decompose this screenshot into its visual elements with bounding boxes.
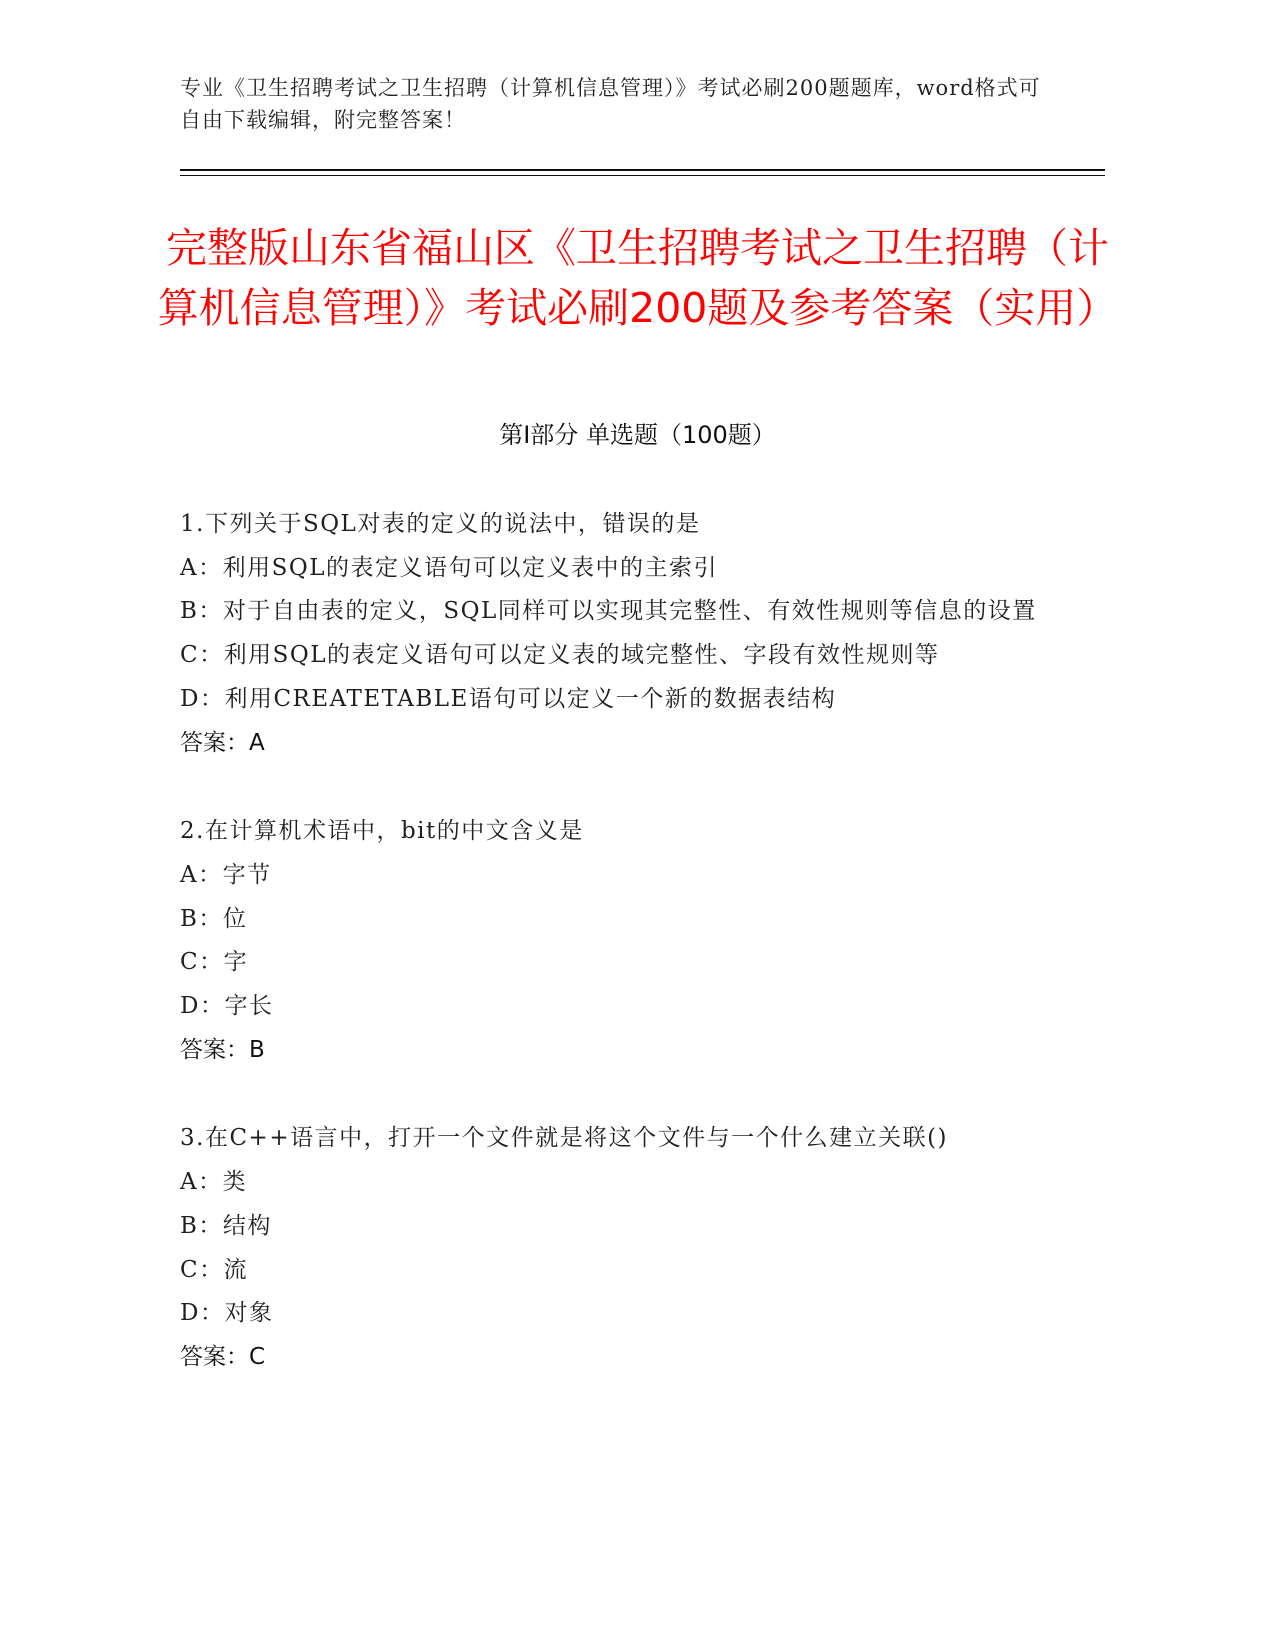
question-2 [180,810,1040,1072]
question-stem: 2.在计算机术语中，bit的中文含义是 [180,818,584,845]
question-stem: 3.在C++语言中，打开一个文件就是将这个文件与一个什么建立关联() [180,1125,949,1152]
question-3 [180,1117,1040,1379]
answer-line: 答案：B [180,1036,265,1063]
option-b: B：结构 [180,1212,272,1239]
header-rule-thick [180,169,1105,171]
option-b: B：对于自由表的定义，SQL同样可以实现其完整性、有效性规则等信息的设置 [180,598,1037,625]
option-c: C：流 [180,1256,249,1283]
question-stem: 1.下列关于SQL对表的定义的说法中，错误的是 [180,511,701,537]
option-d: D：字长 [180,993,274,1020]
option-a: A：利用SQL的表定义语句可以定义表中的主索引 [180,554,718,581]
option-a: A：类 [180,1169,248,1196]
document-title: 完整版山东省福山区《卫生招聘考试之卫生招聘（计算机信息管理）》考试必刷200题及参考答案（实用） [157,224,1118,332]
question-1 [180,503,1040,765]
option-c: C：利用SQL的表定义语句可以定义表的域完整性、字段有效性规则等 [180,642,940,669]
answer-line: 答案：C [180,1343,266,1370]
option-d: D：对象 [180,1300,274,1327]
option-c: C：字 [180,949,249,976]
section-heading: 第Ⅰ部分 单选题（100题） [499,421,776,449]
option-a: A：字节 [180,861,272,888]
header-rule-thin [180,175,1105,176]
option-b: B：位 [180,905,248,932]
header-note: 专业《卫生招聘考试之卫生招聘（计算机信息管理）》考试必刷200题题库，word格式可自由下载编辑，附完整答案！ [180,76,1041,132]
option-d: D：利用CREATETABLE语句可以定义一个新的数据表结构 [180,685,837,712]
answer-line: 答案：A [180,729,265,756]
question-list [180,503,1040,1425]
